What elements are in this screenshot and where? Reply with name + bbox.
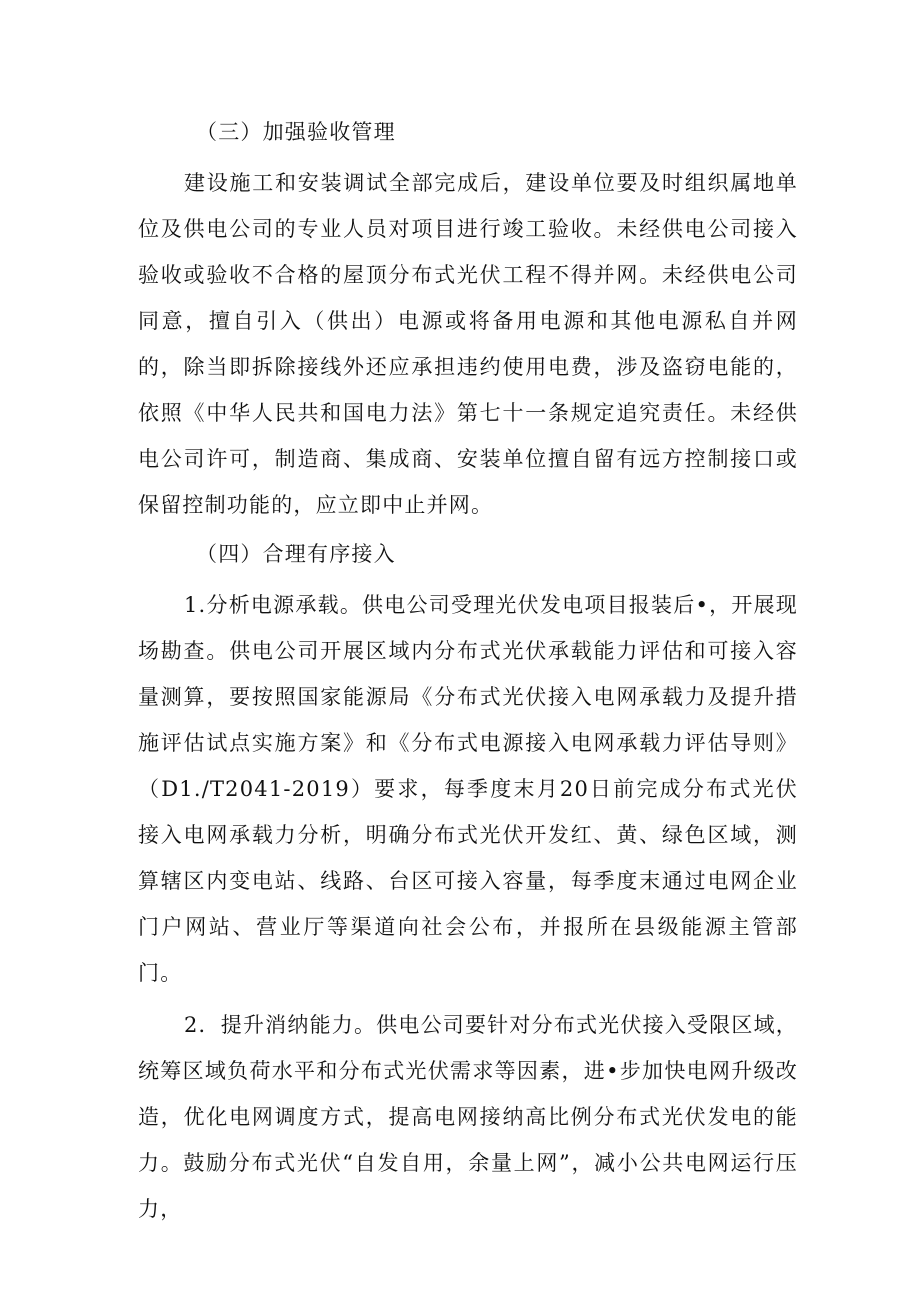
section-heading-acceptance: （三）加强验收管理 xyxy=(196,120,396,144)
paragraph-absorption-capacity: 2．提升消纳能力。供电公司要针对分布式光伏接入受限区域，统筹区域负荷水平和分布式光伏需求等因素，进•步加快电网升级改造，优化电网调度方式，提高电网接纳高比例分布式光伏发电的能力。鼓励分布式光伏“自发自用，余量上网”，减小公共电网运行压力， xyxy=(138,1013,798,1221)
section-heading-orderly-access: （四）合理有序接入 xyxy=(196,542,396,566)
paragraph-acceptance: 建设施工和安装调试全部完成后，建设单位要及时组织属地单位及供电公司的专业人员对项目进行竣工验收。未经供电公司接入验收或验收不合格的屋顶分布式光伏工程不得并网。未经供电公司同意，擅自引入（供出）电源或将备用电源和其他电源私自并网的，除当即拆除接线外还应承担违约使用电费，涉及盗窃电能的，依照《中华人民共和国电力法》第七十一条规定追究责任。未经供电公司许可，制造商、集成商、安装单位擅自留有远方控制接口或保留控制功能的，应立即中止并网。 xyxy=(138,171,798,517)
document-body xyxy=(138,110,798,1232)
paragraph-capacity-analysis: 1.分析电源承载。供电公司受理光伏发电项目报装后•，开展现场勘查。供电公司开展区域内分布式光伏承载能力评估和可接入容量测算，要按照国家能源局《分布式光伏接入电网承载力及提升措施评估试点实施方案》和《分布式电源接入电网承载力评估导则》（D1./T2041-2019）要求，每季度末月20日前完成分布式光伏接入电网承载力分析，明确分布式光伏开发红、黄、绿色区域，测算辖区内变电站、线路、台区可接入容量，每季度末通过电网企业门户网站、营业厅等渠道向社会公布，并报所在县级能源主管部门。 xyxy=(138,593,798,985)
